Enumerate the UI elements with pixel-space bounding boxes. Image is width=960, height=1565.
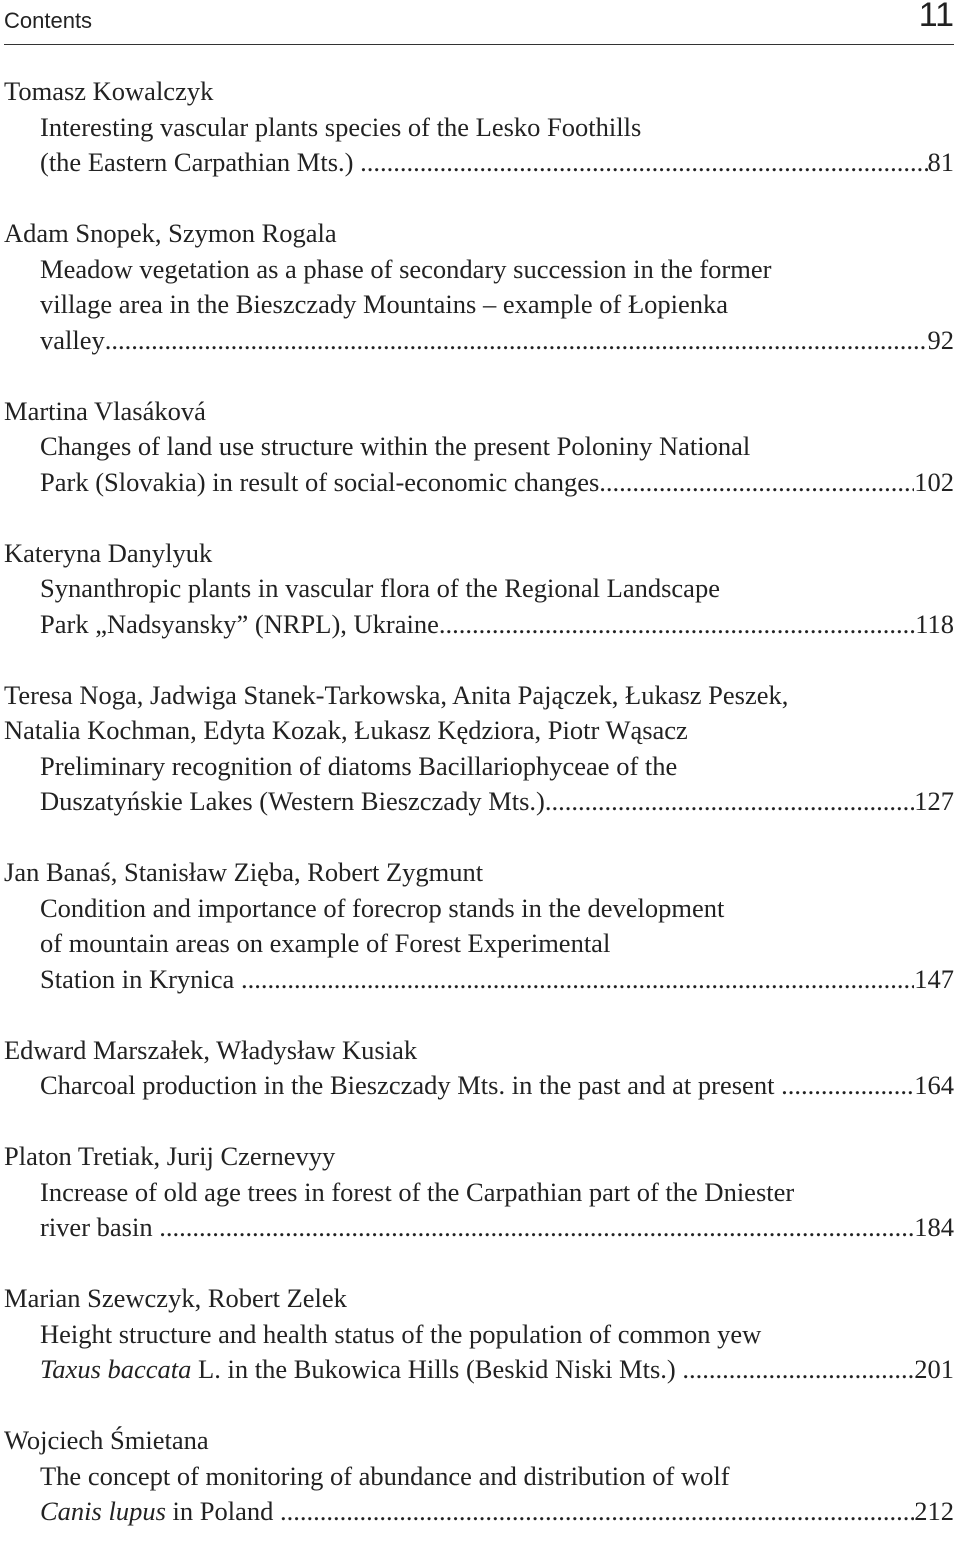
entry-title-rest: river basin [40, 1212, 160, 1242]
entry-title-line: Preliminary recognition of diatoms Bacillariophyceae of the [40, 750, 678, 781]
entry-page-number: 92 [927, 324, 954, 355]
entry-authors: Adam Snopek, Szymon Rogala [4, 218, 337, 248]
entry-page-number: 102 [914, 466, 954, 497]
toc-entry [4, 1281, 954, 1388]
entry-title-text [40, 465, 599, 501]
entry-authors: Martina Vlasáková [4, 395, 206, 426]
page-number: 11 [918, 0, 954, 34]
entry-authors: Wojciech Śmietana [4, 1425, 209, 1455]
entry-title-rest: valley [40, 324, 105, 355]
entry-title-text [40, 145, 360, 181]
entry-page-number: 81 [927, 147, 954, 177]
entry-title-rest: Duszatyńskie Lakes (Western Bieszczady Mts.) [40, 786, 545, 816]
entry-title-rest: Charcoal production in the Bieszczady Mts. in the past and at present [40, 1070, 782, 1100]
entry-page-number: 201 [914, 1354, 954, 1384]
entry-authors: Kateryna Danylyuk [4, 537, 213, 568]
entry-title-text [40, 1210, 159, 1246]
entry-title-last-line [4, 465, 954, 501]
toc-entry [4, 216, 954, 358]
entry-title-text [40, 323, 105, 359]
entry-title-text [40, 962, 241, 998]
entry-page-number: 118 [915, 608, 954, 639]
entry-title-rest: Station in Krynica [40, 963, 241, 994]
toc-entry [4, 855, 954, 997]
entry-title-text [40, 1352, 682, 1388]
entry-authors: Edward Marszałek, Władysław Kusiak [4, 1034, 418, 1065]
entry-title-line: Increase of old age trees in forest of the Carpathian part of the Dniester [40, 1176, 795, 1207]
entry-title-line: Condition and importance of forecrop stands in the development [40, 892, 725, 923]
entry-title-last-line [4, 323, 954, 359]
entry-title-text [40, 1068, 781, 1104]
entry-title-text [40, 607, 439, 643]
entry-title-text [40, 1494, 280, 1530]
entry-title-rest: L. in the Bukowica Hills (Beskid Niski Mts.) [191, 1354, 683, 1384]
dot-leader [682, 1352, 914, 1388]
entry-page-number: 212 [914, 1496, 954, 1526]
dot-leader [159, 1210, 914, 1246]
entry-title-line: Changes of land use structure within the present Poloniny National [40, 431, 751, 461]
entry-page-number: 164 [914, 1070, 954, 1100]
dot-leader [241, 962, 914, 998]
entry-title-line: village area in the Bieszczady Mountains – example of Łopienka [40, 289, 729, 319]
entry-title-last-line [4, 784, 954, 820]
toc-entry [4, 536, 954, 643]
entry-title-text [40, 784, 545, 820]
species-name: Taxus baccata [40, 1354, 192, 1384]
entry-page-number: 147 [914, 963, 954, 994]
table-of-contents [4, 74, 954, 1565]
entry-title-last-line [4, 1068, 954, 1104]
toc-entry [4, 1033, 954, 1104]
entry-title-last-line [4, 1210, 954, 1246]
entry-authors: Marian Szewczyk, Robert Zelek [4, 1283, 347, 1313]
species-name: Canis lupus [40, 1496, 166, 1526]
entry-title-line: The concept of monitoring of abundance and distribution of wolf [40, 1460, 730, 1491]
entry-title-line: Synanthropic plants in vascular flora of the Regional Landscape [40, 573, 720, 603]
entry-authors: Teresa Noga, Jadwiga Stanek-Tarkowska, Anita Pajączek, Łukasz Peszek, [4, 679, 789, 710]
toc-entry [4, 1139, 954, 1246]
dot-leader [360, 145, 927, 181]
toc-entry [4, 394, 954, 501]
dot-leader [545, 784, 914, 820]
running-title: Contents [4, 8, 93, 33]
toc-entry [4, 1423, 954, 1530]
entry-title-rest: in Poland [165, 1496, 281, 1526]
entry-title-last-line [4, 962, 954, 998]
entry-title-last-line [4, 607, 954, 643]
toc-entry [4, 678, 954, 820]
entry-title-last-line [4, 1494, 954, 1530]
entry-authors: Platon Tretiak, Jurij Czernevyy [4, 1141, 336, 1171]
dot-leader [280, 1494, 914, 1530]
entry-title-line: Meadow vegetation as a phase of secondary succession in the former [40, 253, 772, 284]
entry-title-line: Interesting vascular plants species of the Lesko Foothills [40, 111, 642, 142]
entry-title-line: Height structure and health status of the population of common yew [40, 1318, 762, 1349]
entry-title-last-line [4, 1352, 954, 1388]
dot-leader [439, 607, 915, 643]
entry-title-rest: Park „Nadsyansky” (NRPL), Ukraine [40, 608, 439, 639]
dot-leader [781, 1068, 914, 1104]
entry-authors: Jan Banaś, Stanisław Zięba, Robert Zygmunt [4, 857, 484, 887]
toc-entry [4, 74, 954, 181]
entry-page-number: 127 [914, 786, 954, 816]
entry-title-last-line [4, 145, 954, 181]
entry-title-rest: Park (Slovakia) in result of social-economic changes [40, 466, 600, 497]
dot-leader [105, 323, 928, 359]
entry-authors: Natalia Kochman, Edyta Kozak, Łukasz Kędziora, Piotr Wąsacz [4, 715, 688, 745]
entry-authors: Tomasz Kowalczyk [4, 76, 214, 106]
dot-leader [599, 465, 914, 501]
entry-page-number: 184 [914, 1212, 954, 1242]
page-header [4, 0, 954, 45]
entry-title-rest: (the Eastern Carpathian Mts.) [40, 147, 361, 177]
entry-title-line: of mountain areas on example of Forest Experimental [40, 928, 611, 958]
